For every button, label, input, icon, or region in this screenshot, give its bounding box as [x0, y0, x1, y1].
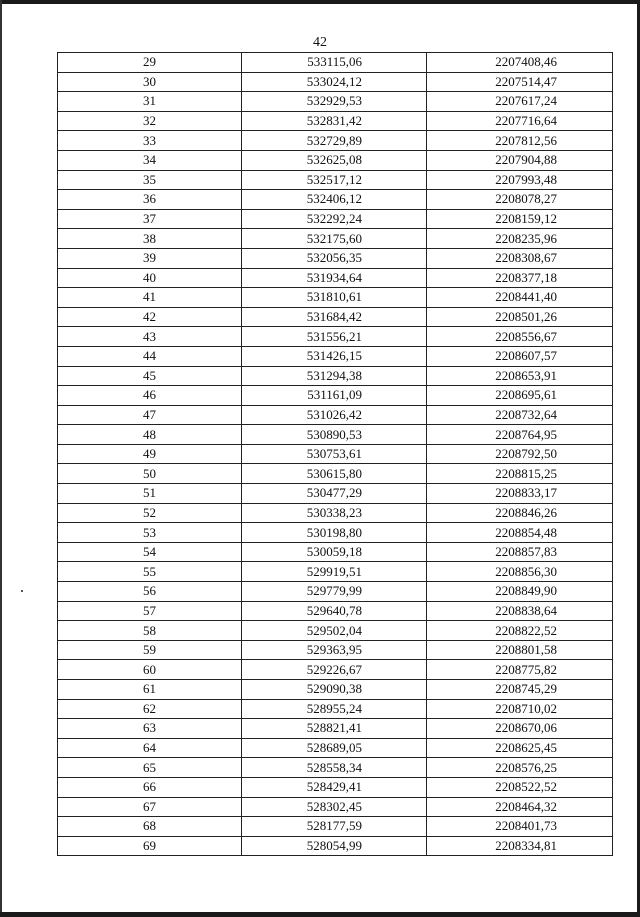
y-coordinate-cell: 2207408,46 [427, 53, 613, 73]
point-number-cell: 68 [58, 817, 242, 837]
point-number-cell: 32 [58, 111, 242, 131]
x-coordinate-cell: 531934,64 [242, 268, 427, 288]
x-coordinate-cell: 532517,12 [242, 170, 427, 190]
y-coordinate-cell: 2208441,40 [427, 288, 613, 308]
point-number-cell: 62 [58, 699, 242, 719]
table-row [58, 699, 613, 719]
y-coordinate-cell: 2207617,24 [427, 92, 613, 112]
x-coordinate-cell: 532625,08 [242, 150, 427, 170]
y-coordinate-cell: 2208607,57 [427, 346, 613, 366]
y-coordinate-cell: 2208854,48 [427, 523, 613, 543]
y-coordinate-cell: 2207993,48 [427, 170, 613, 190]
y-coordinate-cell: 2208732,64 [427, 405, 613, 425]
table-row [58, 327, 613, 347]
table-row [58, 503, 613, 523]
x-coordinate-cell: 529090,38 [242, 680, 427, 700]
x-coordinate-cell: 530338,23 [242, 503, 427, 523]
scan-edge-bottom [0, 912, 640, 917]
point-number-cell: 34 [58, 150, 242, 170]
point-number-cell: 42 [58, 307, 242, 327]
coordinates-table-body [58, 53, 613, 856]
table-row [58, 425, 613, 445]
point-number-cell: 30 [58, 72, 242, 92]
point-number-cell: 53 [58, 523, 242, 543]
y-coordinate-cell: 2208625,45 [427, 738, 613, 758]
point-number-cell: 38 [58, 229, 242, 249]
table-row [58, 209, 613, 229]
point-number-cell: 33 [58, 131, 242, 151]
y-coordinate-cell: 2208464,32 [427, 797, 613, 817]
x-coordinate-cell: 529919,51 [242, 562, 427, 582]
table-row [58, 346, 613, 366]
point-number-cell: 46 [58, 386, 242, 406]
x-coordinate-cell: 531684,42 [242, 307, 427, 327]
table-row [58, 777, 613, 797]
y-coordinate-cell: 2208401,73 [427, 817, 613, 837]
x-coordinate-cell: 528558,34 [242, 758, 427, 778]
y-coordinate-cell: 2208334,81 [427, 836, 613, 856]
point-number-cell: 58 [58, 621, 242, 641]
y-coordinate-cell: 2208695,61 [427, 386, 613, 406]
point-number-cell: 45 [58, 366, 242, 386]
table-row [58, 288, 613, 308]
x-coordinate-cell: 532175,60 [242, 229, 427, 249]
x-coordinate-cell: 528955,24 [242, 699, 427, 719]
table-row [58, 601, 613, 621]
x-coordinate-cell: 528689,05 [242, 738, 427, 758]
point-number-cell: 63 [58, 719, 242, 739]
y-coordinate-cell: 2208710,02 [427, 699, 613, 719]
y-coordinate-cell: 2208849,90 [427, 582, 613, 602]
x-coordinate-cell: 529640,78 [242, 601, 427, 621]
x-coordinate-cell: 528054,99 [242, 836, 427, 856]
point-number-cell: 65 [58, 758, 242, 778]
y-coordinate-cell: 2208576,25 [427, 758, 613, 778]
y-coordinate-cell: 2207716,64 [427, 111, 613, 131]
point-number-cell: 48 [58, 425, 242, 445]
point-number-cell: 31 [58, 92, 242, 112]
x-coordinate-cell: 532929,53 [242, 92, 427, 112]
point-number-cell: 43 [58, 327, 242, 347]
table-row [58, 523, 613, 543]
x-coordinate-cell: 528429,41 [242, 777, 427, 797]
x-coordinate-cell: 533115,06 [242, 53, 427, 73]
x-coordinate-cell: 531161,09 [242, 386, 427, 406]
point-number-cell: 55 [58, 562, 242, 582]
table-row [58, 621, 613, 641]
x-coordinate-cell: 531294,38 [242, 366, 427, 386]
y-coordinate-cell: 2208556,67 [427, 327, 613, 347]
table-row [58, 92, 613, 112]
point-number-cell: 41 [58, 288, 242, 308]
x-coordinate-cell: 530753,61 [242, 444, 427, 464]
x-coordinate-cell: 529226,67 [242, 660, 427, 680]
point-number-cell: 40 [58, 268, 242, 288]
y-coordinate-cell: 2208833,17 [427, 484, 613, 504]
x-coordinate-cell: 532406,12 [242, 190, 427, 210]
y-coordinate-cell: 2208653,91 [427, 366, 613, 386]
y-coordinate-cell: 2208764,95 [427, 425, 613, 445]
x-coordinate-cell: 528821,41 [242, 719, 427, 739]
point-number-cell: 57 [58, 601, 242, 621]
point-number-cell: 54 [58, 542, 242, 562]
y-coordinate-cell: 2207904,88 [427, 150, 613, 170]
y-coordinate-cell: 2208501,26 [427, 307, 613, 327]
table-row [58, 738, 613, 758]
y-coordinate-cell: 2208792,50 [427, 444, 613, 464]
x-coordinate-cell: 531026,42 [242, 405, 427, 425]
table-row [58, 542, 613, 562]
table-row [58, 758, 613, 778]
table-row [58, 797, 613, 817]
x-coordinate-cell: 531556,21 [242, 327, 427, 347]
table-row [58, 640, 613, 660]
table-row [58, 719, 613, 739]
table-row [58, 386, 613, 406]
point-number-cell: 49 [58, 444, 242, 464]
x-coordinate-cell: 529779,99 [242, 582, 427, 602]
x-coordinate-cell: 529502,04 [242, 621, 427, 641]
scan-edge-left [0, 0, 2, 917]
table-row [58, 307, 613, 327]
table-row [58, 248, 613, 268]
y-coordinate-cell: 2208159,12 [427, 209, 613, 229]
y-coordinate-cell: 2208856,30 [427, 562, 613, 582]
x-coordinate-cell: 531810,61 [242, 288, 427, 308]
x-coordinate-cell: 528302,45 [242, 797, 427, 817]
table-row [58, 72, 613, 92]
y-coordinate-cell: 2208857,83 [427, 542, 613, 562]
point-number-cell: 47 [58, 405, 242, 425]
point-number-cell: 67 [58, 797, 242, 817]
x-coordinate-cell: 528177,59 [242, 817, 427, 837]
table-row [58, 817, 613, 837]
x-coordinate-cell: 530890,53 [242, 425, 427, 445]
x-coordinate-cell: 532292,24 [242, 209, 427, 229]
point-number-cell: 29 [58, 53, 242, 73]
x-coordinate-cell: 532729,89 [242, 131, 427, 151]
x-coordinate-cell: 529363,95 [242, 640, 427, 660]
scan-edge-top [0, 0, 640, 4]
point-number-cell: 64 [58, 738, 242, 758]
y-coordinate-cell: 2208078,27 [427, 190, 613, 210]
point-number-cell: 37 [58, 209, 242, 229]
y-coordinate-cell: 2208815,25 [427, 464, 613, 484]
x-coordinate-cell: 532056,35 [242, 248, 427, 268]
point-number-cell: 39 [58, 248, 242, 268]
table-row [58, 405, 613, 425]
table-row [58, 131, 613, 151]
coordinates-table [57, 52, 613, 856]
x-coordinate-cell: 532831,42 [242, 111, 427, 131]
table-row [58, 229, 613, 249]
table-row [58, 268, 613, 288]
y-coordinate-cell: 2208308,67 [427, 248, 613, 268]
table-row [58, 190, 613, 210]
point-number-cell: 50 [58, 464, 242, 484]
x-coordinate-cell: 530615,80 [242, 464, 427, 484]
table-row [58, 444, 613, 464]
y-coordinate-cell: 2208235,96 [427, 229, 613, 249]
y-coordinate-cell: 2207812,56 [427, 131, 613, 151]
table-row [58, 680, 613, 700]
y-coordinate-cell: 2208377,18 [427, 268, 613, 288]
table-row [58, 111, 613, 131]
point-number-cell: 59 [58, 640, 242, 660]
point-number-cell: 52 [58, 503, 242, 523]
point-number-cell: 69 [58, 836, 242, 856]
y-coordinate-cell: 2208801,58 [427, 640, 613, 660]
point-number-cell: 36 [58, 190, 242, 210]
table-row [58, 660, 613, 680]
x-coordinate-cell: 530477,29 [242, 484, 427, 504]
table-row [58, 582, 613, 602]
page-number: 42 [313, 35, 327, 50]
y-coordinate-cell: 2207514,47 [427, 72, 613, 92]
table-row [58, 53, 613, 73]
y-coordinate-cell: 2208822,52 [427, 621, 613, 641]
y-coordinate-cell: 2208670,06 [427, 719, 613, 739]
x-coordinate-cell: 530059,18 [242, 542, 427, 562]
margin-speck [21, 590, 23, 592]
table-row [58, 170, 613, 190]
table-row [58, 562, 613, 582]
point-number-cell: 60 [58, 660, 242, 680]
y-coordinate-cell: 2208846,26 [427, 503, 613, 523]
table-row [58, 366, 613, 386]
point-number-cell: 51 [58, 484, 242, 504]
point-number-cell: 35 [58, 170, 242, 190]
point-number-cell: 44 [58, 346, 242, 366]
y-coordinate-cell: 2208775,82 [427, 660, 613, 680]
table-row [58, 150, 613, 170]
x-coordinate-cell: 533024,12 [242, 72, 427, 92]
x-coordinate-cell: 530198,80 [242, 523, 427, 543]
y-coordinate-cell: 2208745,29 [427, 680, 613, 700]
point-number-cell: 61 [58, 680, 242, 700]
point-number-cell: 56 [58, 582, 242, 602]
table-row [58, 464, 613, 484]
y-coordinate-cell: 2208838,64 [427, 601, 613, 621]
point-number-cell: 66 [58, 777, 242, 797]
table-row [58, 836, 613, 856]
table-row [58, 484, 613, 504]
y-coordinate-cell: 2208522,52 [427, 777, 613, 797]
x-coordinate-cell: 531426,15 [242, 346, 427, 366]
